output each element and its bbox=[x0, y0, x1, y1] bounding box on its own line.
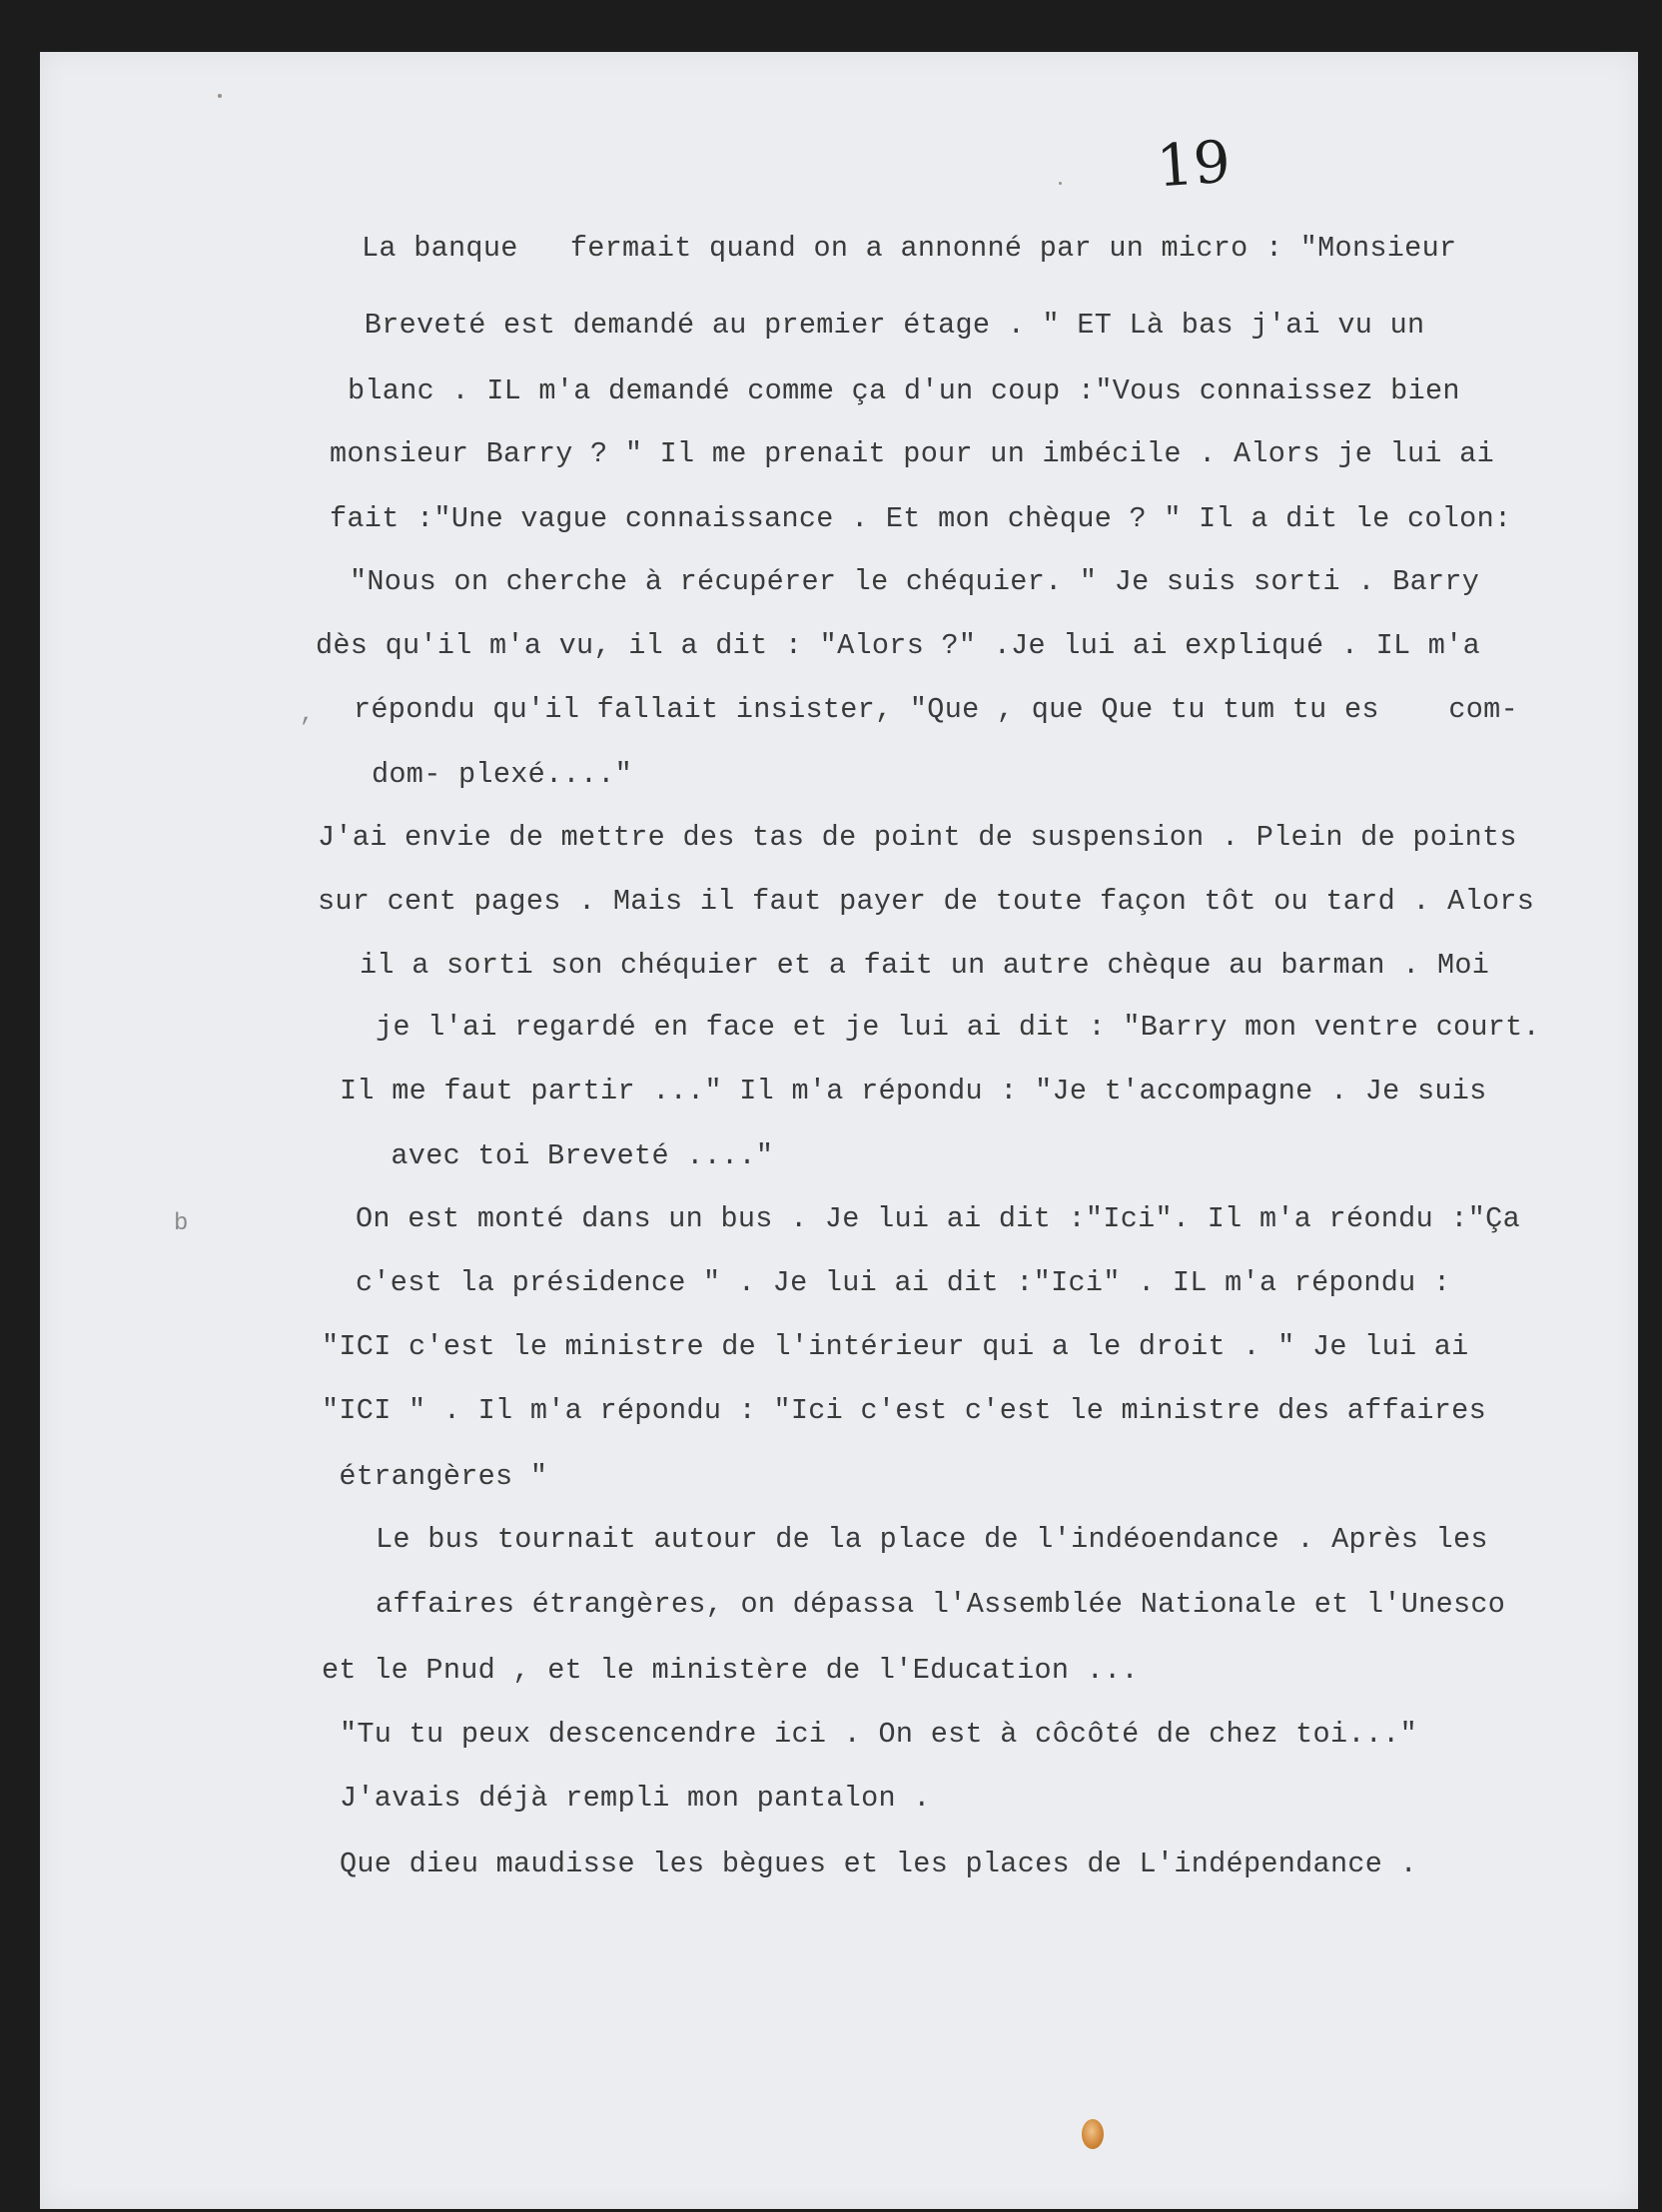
text-line: sur cent pages . Mais il faut payer de toute façon tôt ou tard . Alors bbox=[318, 885, 1535, 918]
text-line: "Tu tu peux descencendre ici . On est à côcôté de chez toi..." bbox=[340, 1718, 1417, 1751]
text-line: monsieur Barry ? " Il me prenait pour un imbécile . Alors je lui ai bbox=[330, 437, 1494, 470]
page-number: 19 bbox=[1154, 127, 1234, 201]
margin-comma-mark: , bbox=[300, 701, 315, 728]
text-line: répondu qu'il fallait insister, "Que , que Que tu tum tu es com- bbox=[354, 693, 1518, 726]
text-line: affaires étrangères, on dépassa l'Assemblée Nationale et l'Unesco bbox=[376, 1588, 1506, 1621]
text-line: Le bus tournait autour de la place de l'indéoendance . Après les bbox=[376, 1523, 1488, 1556]
text-line: dès qu'il m'a vu, il a dit : "Alors ?" .Je lui ai expliqué . IL m'a bbox=[316, 629, 1480, 662]
text-line: dom- plexé...." bbox=[372, 758, 633, 791]
text-line: J'ai envie de mettre des tas de point de suspension . Plein de points bbox=[318, 821, 1517, 854]
text-line: je l'ai regardé en face et je lui ai dit : "Barry mon ventre court. bbox=[376, 1011, 1540, 1044]
text-line: "ICI c'est le ministre de l'intérieur qui a le droit . " Je lui ai bbox=[322, 1330, 1469, 1363]
text-line: il a sorti son chéquier et a fait un autre chèque au barman . Moi bbox=[360, 949, 1490, 982]
paper-speck bbox=[1059, 182, 1062, 185]
text-line: fait :"Une vague connaissance . Et mon chèque ? " Il a dit le colon: bbox=[330, 502, 1512, 535]
text-line: "ICI " . Il m'a répondu : "Ici c'est c'est le ministre des affaires bbox=[322, 1394, 1486, 1427]
text-line: On est monté dans un bus . Je lui ai dit :"Ici". Il m'a réondu :"Ça bbox=[356, 1202, 1520, 1235]
text-line: "Nous on cherche à récupérer le chéquier. " Je suis sorti . Barry bbox=[350, 565, 1480, 598]
text-line: c'est la présidence " . Je lui ai dit :"Ici" . IL m'a répondu : bbox=[356, 1266, 1451, 1299]
rust-stain bbox=[1082, 2119, 1104, 2149]
margin-letter-mark: b bbox=[174, 1210, 189, 1237]
text-line: étrangères " bbox=[322, 1460, 548, 1493]
text-line: Breveté est demandé au premier étage . " ET Là bas j'ai vu un bbox=[330, 309, 1425, 342]
text-line: La banque fermait quand on a annonné par un micro : "Monsieur bbox=[362, 232, 1457, 265]
text-line: avec toi Breveté ...." bbox=[374, 1139, 774, 1172]
text-line: Il me faut partir ..." Il m'a répondu : "Je t'accompagne . Je suis bbox=[340, 1075, 1487, 1107]
text-line: J'avais déjà rempli mon pantalon . bbox=[340, 1782, 931, 1815]
text-line: blanc . IL m'a demandé comme ça d'un coup :"Vous connaissez bien bbox=[348, 374, 1460, 407]
text-line: Que dieu maudisse les bègues et les places de L'indépendance . bbox=[340, 1847, 1417, 1880]
text-line: et le Pnud , et le ministère de l'Education ... bbox=[322, 1654, 1139, 1687]
paper-speck bbox=[218, 94, 222, 98]
